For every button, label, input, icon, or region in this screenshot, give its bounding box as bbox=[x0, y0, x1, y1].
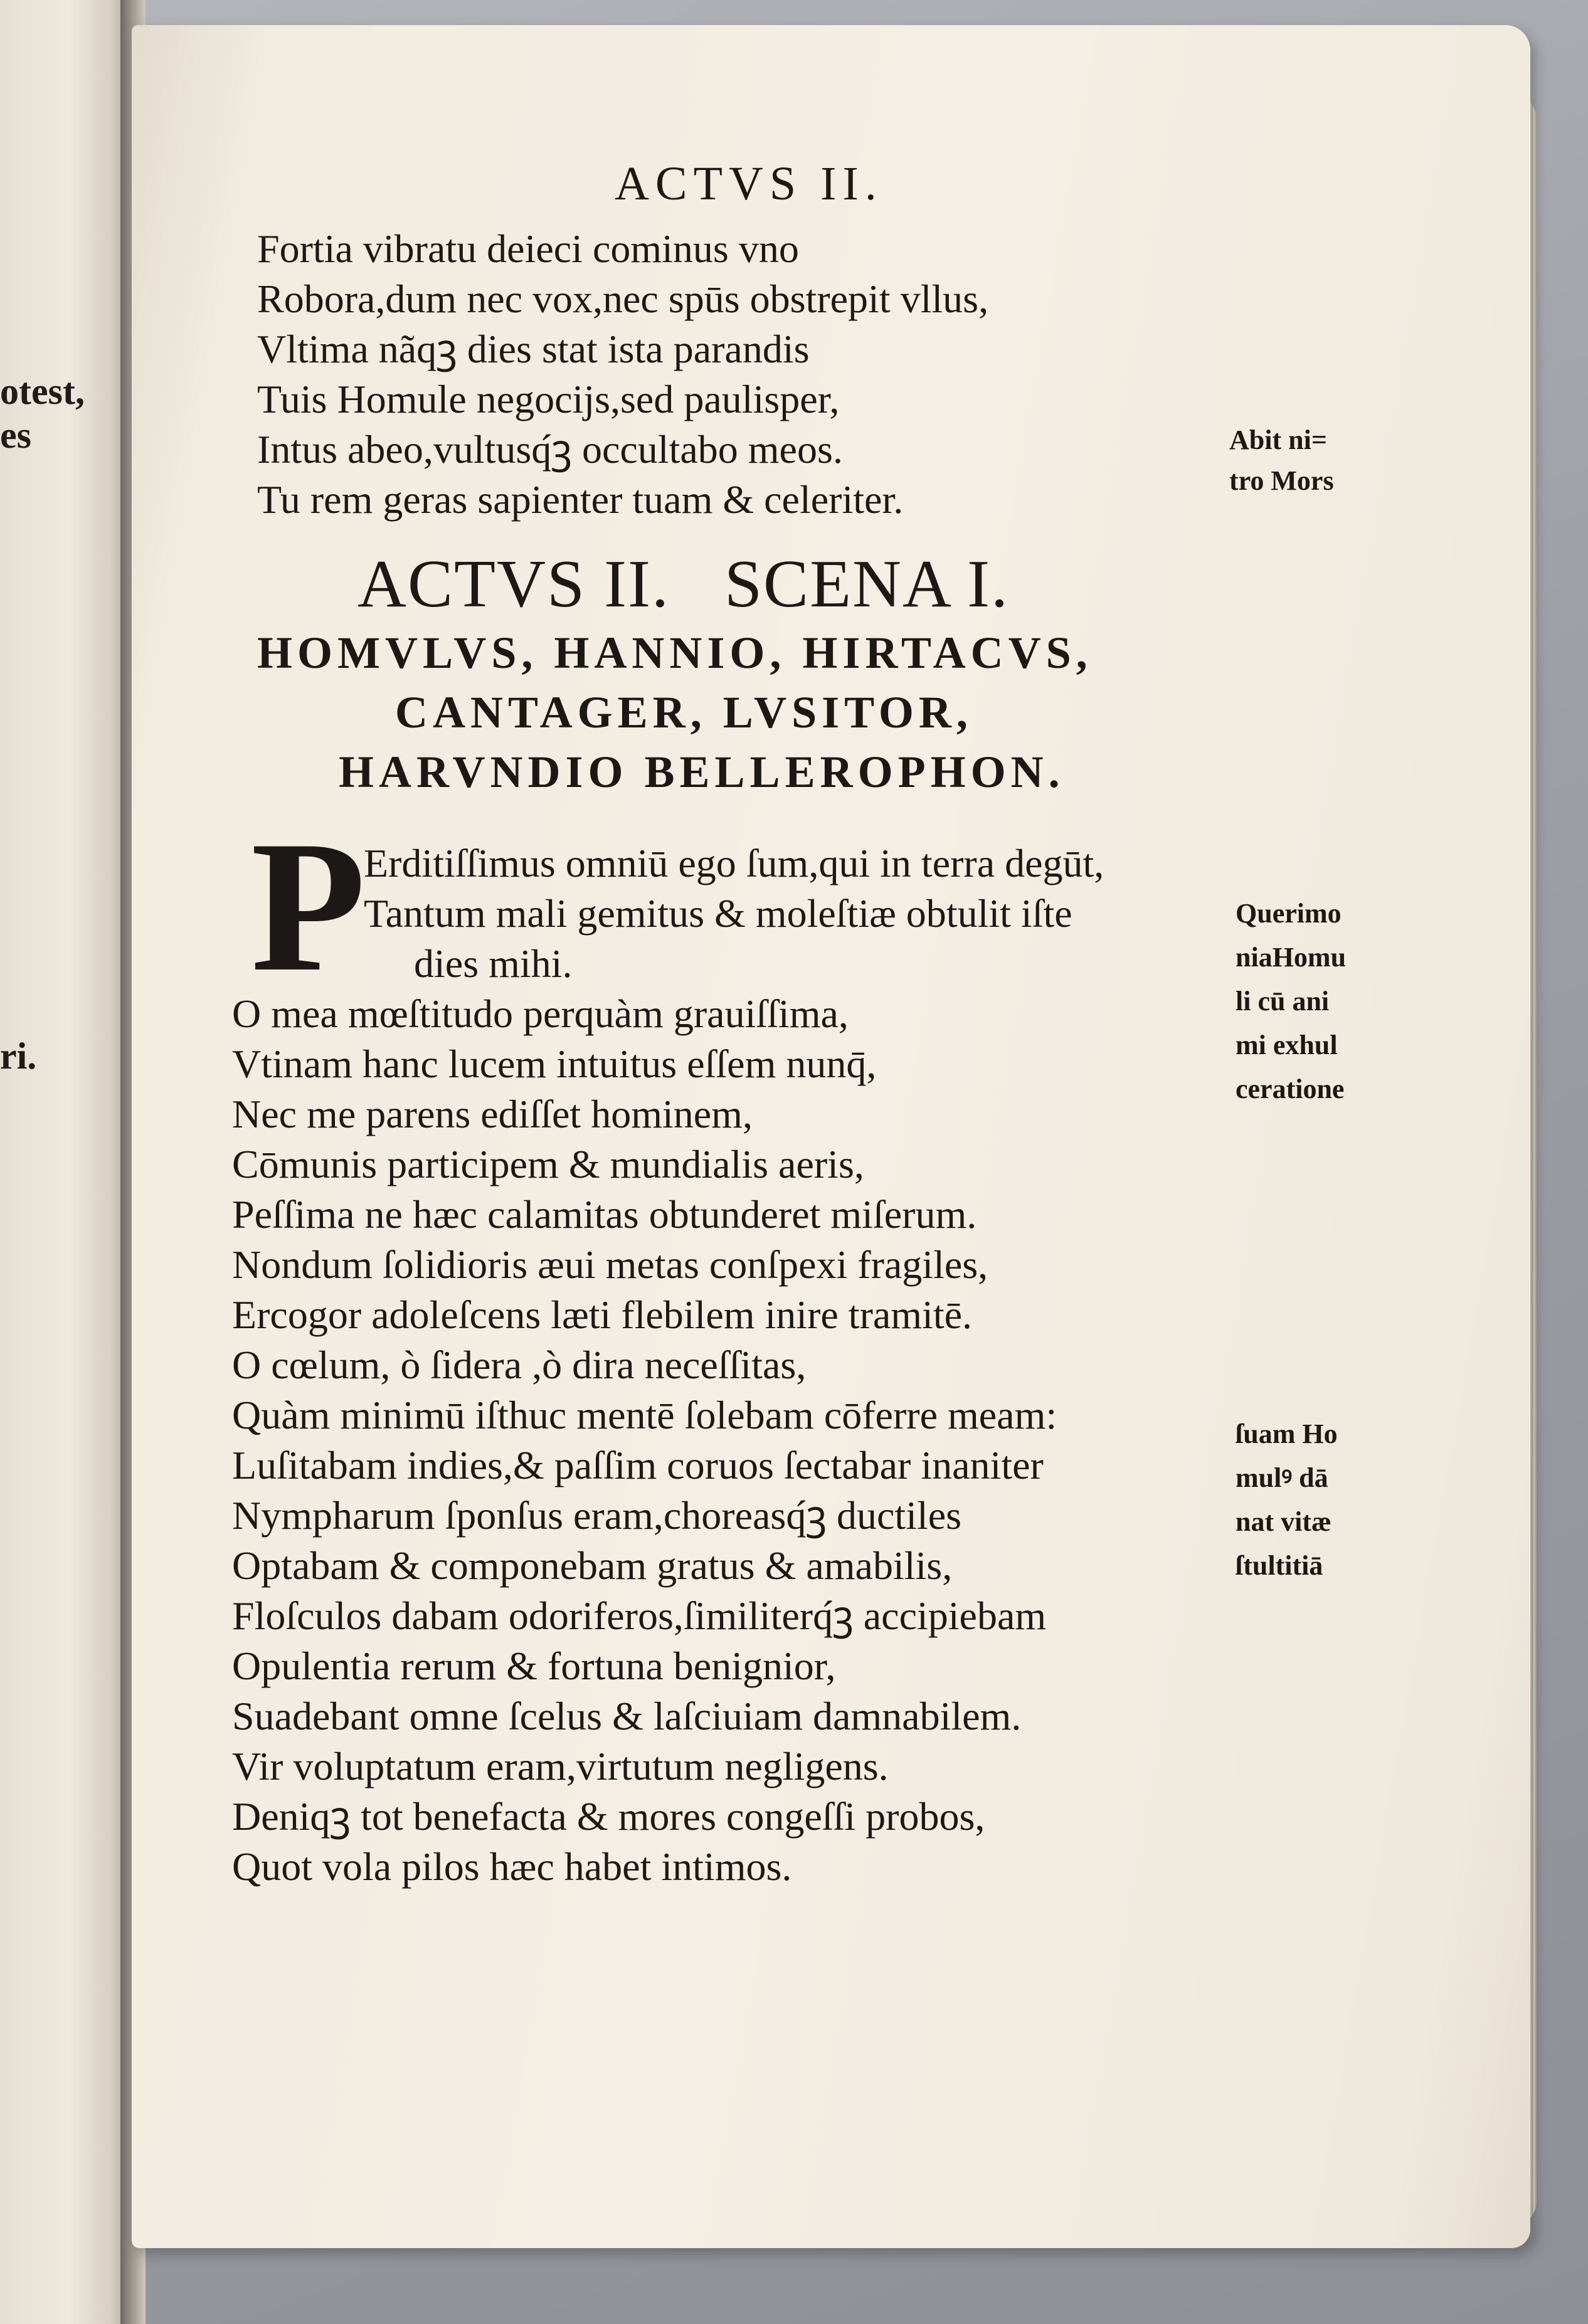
verse-line: Peſſima ne hæc calamitas obtunderet miſerum. bbox=[232, 1192, 977, 1237]
verse-line: Tantum mali gemitus & moleſtiæ obtulit iſte bbox=[364, 891, 1072, 936]
left-page-fragment: ri. bbox=[0, 1035, 37, 1077]
verse-line: Nympharum ſponſus eram,choreasq́ꝫ ductiles bbox=[232, 1493, 962, 1538]
running-header: ACTVS II. bbox=[615, 157, 883, 210]
verse-line: Ercogor adoleſcens læti flebilem inire tramitē. bbox=[232, 1292, 973, 1337]
verse-line: Optabam & componebam gratus & amabilis, bbox=[232, 1543, 953, 1588]
verse-line: Cōmunis participem & mundialis aeris, bbox=[232, 1142, 864, 1186]
verse-line: Tuis Homule negocijs,sed paulisper, bbox=[257, 377, 840, 421]
right-page bbox=[132, 25, 1530, 2248]
margin-note-line: tro Mors bbox=[1229, 465, 1334, 496]
verse-line: Opulentia rerum & fortuna benignior, bbox=[232, 1644, 836, 1688]
verse-line: Nondum ſolidioris æui metas conſpexi fragiles, bbox=[232, 1242, 988, 1287]
margin-note-line: ceratione bbox=[1236, 1074, 1345, 1104]
verse-line: Tu rem geras sapienter tuam & celeriter. bbox=[257, 477, 904, 522]
verse-line: Nec me parens ediſſet hominem, bbox=[232, 1092, 753, 1136]
margin-note-line: niaHomu bbox=[1236, 942, 1347, 973]
left-page bbox=[0, 0, 125, 2324]
margin-note-line: nat vitæ bbox=[1236, 1506, 1331, 1537]
drop-cap: P bbox=[251, 802, 366, 1010]
margin-note-line: mi exhul bbox=[1236, 1030, 1338, 1060]
cast-line: CANTAGER, LVSITOR, bbox=[395, 687, 973, 737]
verse-line: dies mihi. bbox=[414, 941, 573, 986]
left-page-fragment: es bbox=[0, 415, 31, 456]
cast-line: HARVNDIO BELLEROPHON. bbox=[339, 747, 1065, 797]
margin-note-line: mulꝰ dā bbox=[1236, 1462, 1328, 1493]
cast-line: HOMVLVS, HANNIO, HIRTACVS, bbox=[257, 628, 1093, 678]
verse-line: Vltima nãqꝫ dies stat ista parandis bbox=[257, 327, 810, 371]
verse-line: Erditiſſimus omniū ego ſum,qui in terra degūt, bbox=[364, 841, 1104, 885]
scene-title: ACTVS II. SCENA I. bbox=[357, 547, 1010, 621]
margin-note-line: Abit ni= bbox=[1229, 425, 1327, 455]
verse-line: Fortia vibratu deieci cominus vno bbox=[257, 226, 799, 271]
verse-line: Robora,dum nec vox,nec spūs obstrepit vllus, bbox=[257, 277, 989, 321]
verse-line: Quàm minimū iſthuc mentē ſolebam cōferre meam: bbox=[232, 1393, 1057, 1437]
verse-line: Floſculos dabam odoriferos,ſimiliterq́ꝫ accipiebam bbox=[232, 1593, 1047, 1638]
verse-line: Deniqꝫ tot benefacta & mores congeſſi probos, bbox=[232, 1794, 985, 1839]
verse-line: Vir voluptatum eram,virtutum negligens. bbox=[232, 1744, 889, 1788]
margin-note-line: ſtultitiā bbox=[1236, 1550, 1323, 1581]
margin-note-line: ſuam Ho bbox=[1236, 1418, 1338, 1449]
margin-note-line: li cū ani bbox=[1236, 986, 1330, 1017]
left-page-fragment: otest, bbox=[0, 371, 85, 412]
verse-line: Suadebant omne ſcelus & laſciuiam damnabilem. bbox=[232, 1694, 1022, 1738]
verse-line: O cœlum, ò ſidera ,ò dira neceſſitas, bbox=[232, 1343, 807, 1387]
margin-note-line: Querimo bbox=[1236, 898, 1342, 929]
verse-line: O mea mœſtitudo perquàm grauiſſima, bbox=[232, 991, 849, 1036]
verse-line: Intus abeo,vultusq́ꝫ occultabo meos. bbox=[257, 427, 843, 472]
verse-line: Quot vola pilos hæc habet intimos. bbox=[232, 1844, 792, 1889]
verse-line: Vtinam hanc lucem intuitus eſſem nunq̄, bbox=[232, 1042, 877, 1086]
verse-line: Luſitabam indies,& paſſim coruos ſectabar inaniter bbox=[232, 1443, 1044, 1487]
